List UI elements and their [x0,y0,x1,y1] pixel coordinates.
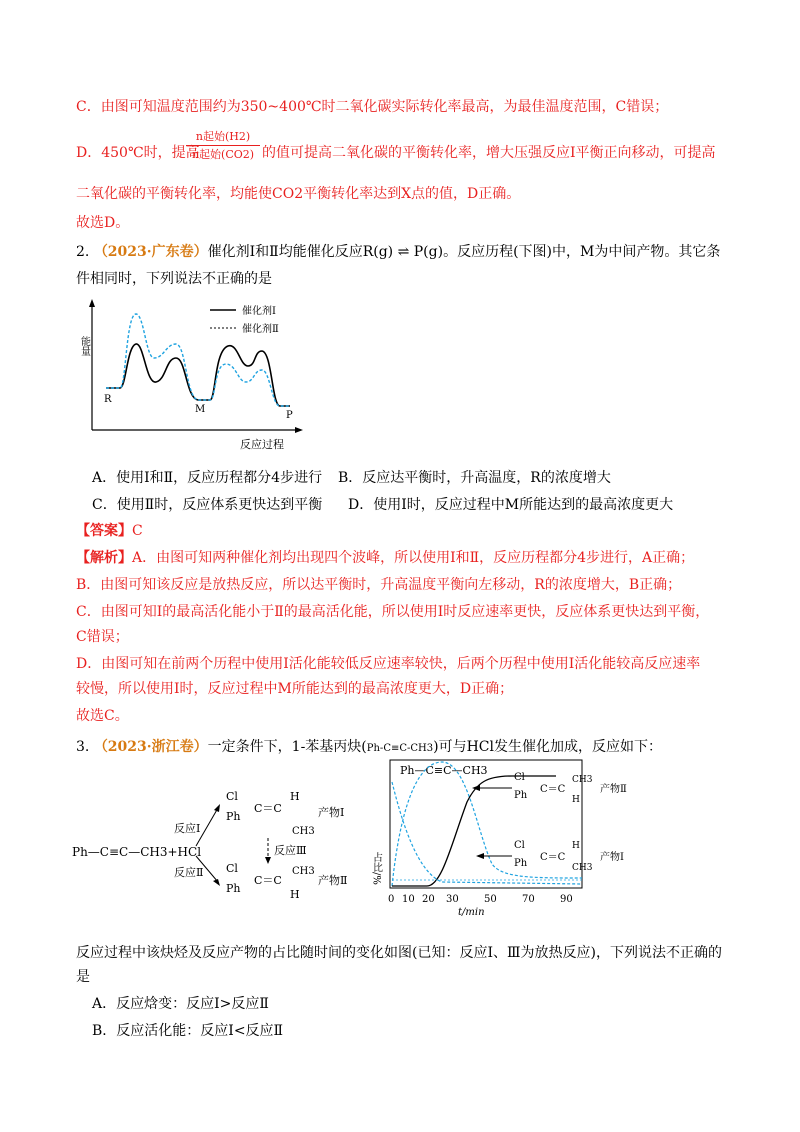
analysis-label: 【解析】 [76,550,132,566]
q3-stem1b: )可与HCl发生催化加成，反应如下： [433,739,662,755]
q3-ylabel: 占比/% [370,852,382,885]
q2-stem-line1 [76,241,720,261]
q1-conclusion: 故选D。 [76,215,130,231]
arrowhead-rxn2 [213,879,220,886]
q2-answer [76,520,143,540]
p1-name: 产物Ⅰ [318,806,345,819]
analysis-d-line-a: D．450℃时，提高 [76,145,200,161]
arrowhead-rxn1 [214,804,220,812]
answer-value: C [132,523,143,539]
chart-p2-cc: C＝C [540,784,566,795]
xtick: 20 [422,894,435,905]
legend-catalyst-1: 催化剂Ⅰ [242,306,276,317]
q2-option-a: A．使用Ⅰ和Ⅱ，反应历程都分4步进行 [92,470,323,486]
q3-stem1a: 一定条件下，1-苯基丙炔( [207,739,367,755]
q2-source: （2023·广东卷） [93,244,208,260]
xtick: 0 [388,894,395,905]
xtick: 90 [560,894,573,905]
q3-option-a: A．反应焓变：反应Ⅰ>反应Ⅱ [92,996,269,1012]
q2-number: 2. [76,244,90,260]
q3-formula: Ph-C≡C-CH3 [366,743,434,754]
chart-p2-ph: Ph [514,790,528,801]
chart-p1-h: H [572,841,580,851]
xtick: 50 [484,894,497,905]
curve-catalyst-1 [106,344,290,406]
q3-option-b: B．反应活化能：反应Ⅰ<反应Ⅱ [92,1023,284,1039]
chart-p1-cc: C＝C [540,852,566,863]
chart-p1-ch3: CH3 [572,863,593,873]
p2-h: H [290,888,300,901]
q3-number: 3. [76,739,90,755]
q2-stem-line2: 件相同时，下列说法不正确的是 [76,271,272,287]
arrowhead-rxn3 [265,857,271,864]
label-m: M [195,404,206,415]
p2-ph: Ph [226,882,241,895]
p1-cl: Cl [226,790,238,803]
q3-kinetics-chart [372,752,692,922]
p1-ph: Ph [226,810,241,823]
p2-cc: C＝C [254,874,282,887]
p1-h: H [290,790,300,803]
curve-product-2 [392,776,556,886]
chart-p2-h: H [572,795,580,805]
rxn1-label: 反应Ⅰ [174,822,201,835]
analysis-a-text: A．由图可知两种催化剂均出现四个波峰，所以使用Ⅰ和Ⅱ，反应历程都分4步进行，A正确； [132,550,695,566]
legend-catalyst-2: 催化剂Ⅱ [242,324,279,335]
p2-ch3: CH3 [292,866,315,877]
curve-alkyne [392,782,582,884]
q2-energy-diagram [80,296,310,456]
q2-option-b: B．反应达平衡时，升高温度，R的浓度增大 [338,470,611,486]
chart-p2-cl: Cl [514,772,525,783]
chart-p1-name: 产物Ⅰ [600,852,624,863]
q2-stem1: 催化剂Ⅰ和Ⅱ均能催化反应R(g) ⇌ P(g)。反应历程(下图)中，M为中间产物。其它条 [207,244,721,260]
fraction-denominator: n起始(CO2) [191,148,255,161]
q2-xlabel: 反应过程 [240,438,284,451]
rxn2-label: 反应Ⅱ [174,866,204,879]
q3-stem-line3: 是 [76,969,90,985]
xtick: 10 [402,894,415,905]
xtick: 30 [446,894,459,905]
q2-ylabel: 能量 [78,336,90,356]
q3-top-formula: Ph—C≡C—CH3 [400,764,488,777]
p2-name: 产物Ⅱ [318,874,348,887]
p2-cl: Cl [226,862,238,875]
label-p: P [286,410,293,421]
chart-p2-ch3: CH3 [572,775,593,785]
pointer-prod1-head [476,853,484,859]
label-r: R [104,394,112,405]
analysis-d-line-c: 二氧化碳的平衡转化率，均能使CO2平衡转化率达到X点的值，D正确。 [76,186,521,202]
q2-y-arrow [89,299,95,307]
q3-xlabel: t/min [458,907,485,918]
q2-analysis-c1: C．由图可知Ⅰ的最高活化能小于Ⅱ的最高活化能，所以使用Ⅰ时反应速率更快，反应体系更快达到平衡， [76,604,710,620]
q3-reaction-scheme [70,790,380,910]
ratio-fraction [186,128,260,162]
q2-analysis-d2: 较慢，所以使用Ⅰ时，反应过程中M所能达到的最高浓度更大，D正确； [76,681,514,697]
reactant-label: Ph—C≡C—CH3+HCl [72,845,202,859]
chart-p1-cl: Cl [514,840,525,851]
analysis-d-line-b: 的值可提高二氧化碳的平衡转化率，增大压强反应Ⅰ平衡正向移动，可提高 [262,145,716,161]
q2-option-c: C．使用Ⅱ时，反应体系更快达到平衡 [92,497,323,513]
q3-source: （2023·浙江卷） [93,739,208,755]
q2-conclusion: 故选C。 [76,708,129,724]
chart-p1-ph: Ph [514,858,528,869]
q2-x-arrow [295,427,303,433]
q2-analysis-c2: C错误； [76,629,129,645]
p1-ch3: CH3 [292,826,315,837]
rxn3-label: 反应Ⅲ [274,844,307,857]
chart-p2-name: 产物Ⅱ [600,784,627,795]
q2-analysis-a [76,547,694,567]
q2-analysis-d1: D．由图可知在前两个历程中使用Ⅰ活化能较低反应速率较快，后两个历程中使用Ⅰ活化能较高反应速率 [76,656,701,672]
fraction-numerator: n起始(H2) [186,128,260,146]
pointer-prod2-head [472,785,480,791]
p1-cc: C＝C [254,802,282,815]
x-ticks [388,894,573,905]
xtick: 70 [522,894,535,905]
analysis-c-line: C．由图可知温度范围约为350~400℃时二氧化碳实际转化率最高，为最佳温度范围，C错误； [76,99,669,115]
q2-option-d: D．使用Ⅰ时，反应过程中M所能达到的最高浓度更大 [348,497,674,513]
q2-analysis-b: B．由图可知该反应是放热反应，所以达平衡时，升高温度平衡向左移动，R的浓度增大，B正确； [76,577,682,593]
answer-label: 【答案】 [76,523,132,539]
q3-stem-line2: 反应过程中该炔烃及反应产物的占比随时间的变化如图(已知：反应Ⅰ、Ⅲ为放热反应)，下列说法不正确的 [76,945,722,961]
